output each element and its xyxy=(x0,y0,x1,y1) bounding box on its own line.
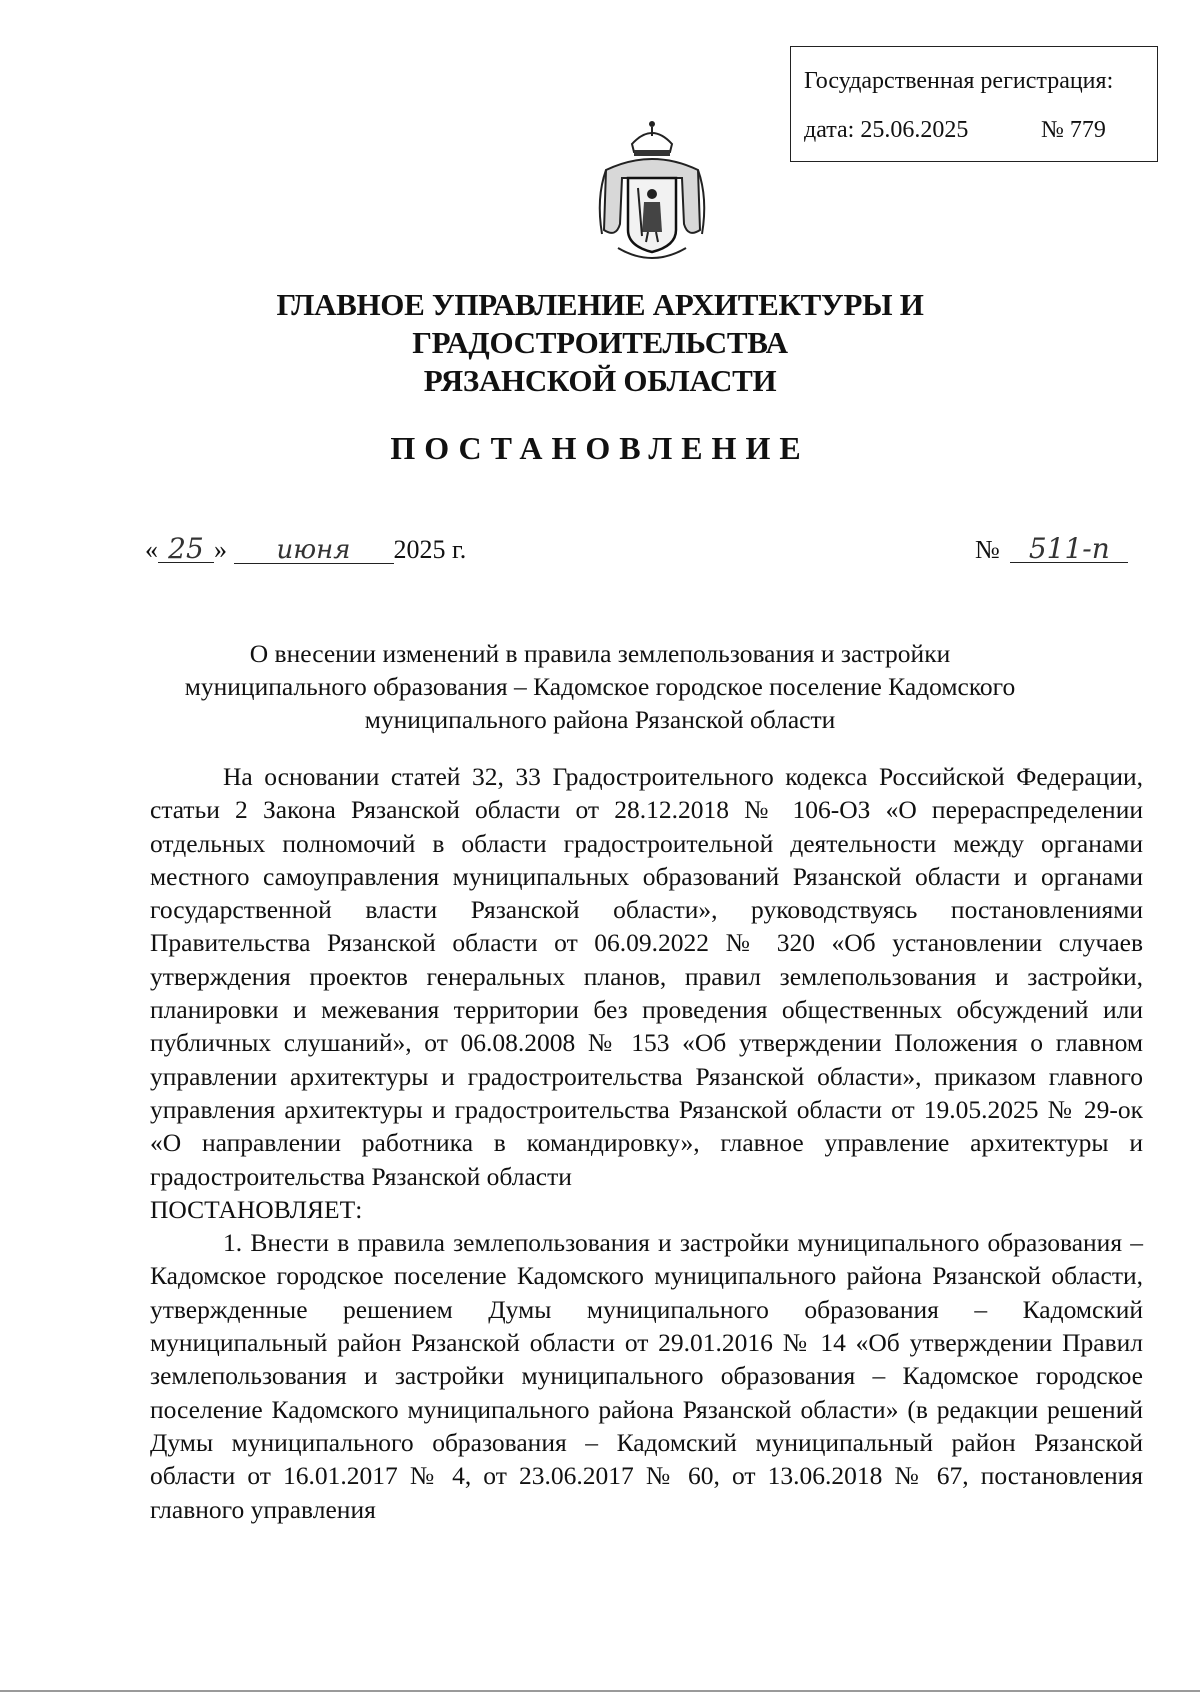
document-subject xyxy=(150,637,1050,736)
date-close-quote: » xyxy=(214,535,227,564)
number-label: № xyxy=(975,535,1000,564)
item-1-paragraph: 1. Внести в правила землепользования и застройки муниципального образования – Кадомское городское поселение Кадомского муниципального района Рязанской области, утвержденные решением Думы муниципального образования – Кадомский муниципальный район Рязанской области от 29.01.2016 № 14 «Об утверждении Правил землепользования и застройки муниципального образования – Кадомское городское поселение Кадомского муниципального района Рязанской области» (в редакции решений Думы муниципального образования – Кадомский муниципальный район Рязанской области от 16.01.2017 № 4, от 23.06.2017 № 60, от 13.06.2018 № 67, постановления главного управления xyxy=(150,1228,1143,1524)
preamble-paragraph: На основании статей 32, 33 Градостроительного кодекса Российской Федерации, статьи 2 Закона Рязанской области от 28.12.2018 № 106-ОЗ «О перераспределении отдельных полномочий в области градостроительной деятельности между органами местного самоуправления муниципальных образований Рязанской области и органами государственной власти Рязанской области», руководствуясь постановлениями Правительства Рязанской области от 06.09.2022 № 320 «Об установлении случаев утверждения проектов генеральных планов, правил землепользования и застройки, планировки и межевания территории без проведения общественных обсуждений или публичных слушаний», от 06.08.2008 № 153 «Об утверждении Положения о главном управлении архитектуры и градостроительства Рязанской области», приказом главного управления архитектуры и градостроительства Рязанской области от 19.05.2025 № 29-ок «О направлении работника в командировку», главное управление архитектуры и градостроительства Рязанской области xyxy=(150,762,1143,1191)
number-value-handwritten: 511-п xyxy=(1010,536,1128,563)
date-month-handwritten: июня xyxy=(234,537,394,564)
registration-stamp xyxy=(790,46,1158,162)
organization-title xyxy=(100,286,1100,400)
date-year: 2025 г. xyxy=(393,535,467,564)
document-date xyxy=(145,532,467,565)
registration-number: № 779 xyxy=(1041,117,1106,143)
organization-title-line1: ГЛАВНОЕ УПРАВЛЕНИЕ АРХИТЕКТУРЫ И ГРАДОСТРОИТЕЛЬСТВА xyxy=(276,287,924,360)
document-number xyxy=(975,532,1128,565)
date-day-handwritten: 25 xyxy=(158,536,214,563)
organization-title-line2: РЯЗАНСКОЙ ОБЛАСТИ xyxy=(423,363,777,398)
subject-line1: О внесении изменений в правила землепользования и застройки xyxy=(249,639,951,668)
page-bottom-edge xyxy=(0,1690,1200,1692)
registration-date: дата: 25.06.2025 xyxy=(804,117,969,143)
coat-of-arms-icon xyxy=(588,118,716,268)
subject-line2: муниципального образования – Кадомское городское поселение Кадомского xyxy=(184,672,1016,701)
registration-title: Государственная регистрация: xyxy=(804,68,1114,94)
document-type: ПОСТАНОВЛЕНИЕ xyxy=(390,430,810,466)
subject-line3: муниципального района Рязанской области xyxy=(364,705,836,734)
resolves-heading: ПОСТАНОВЛЯЕТ: xyxy=(150,1194,363,1224)
document-body xyxy=(150,760,1143,1526)
date-open-quote: « xyxy=(145,535,158,564)
